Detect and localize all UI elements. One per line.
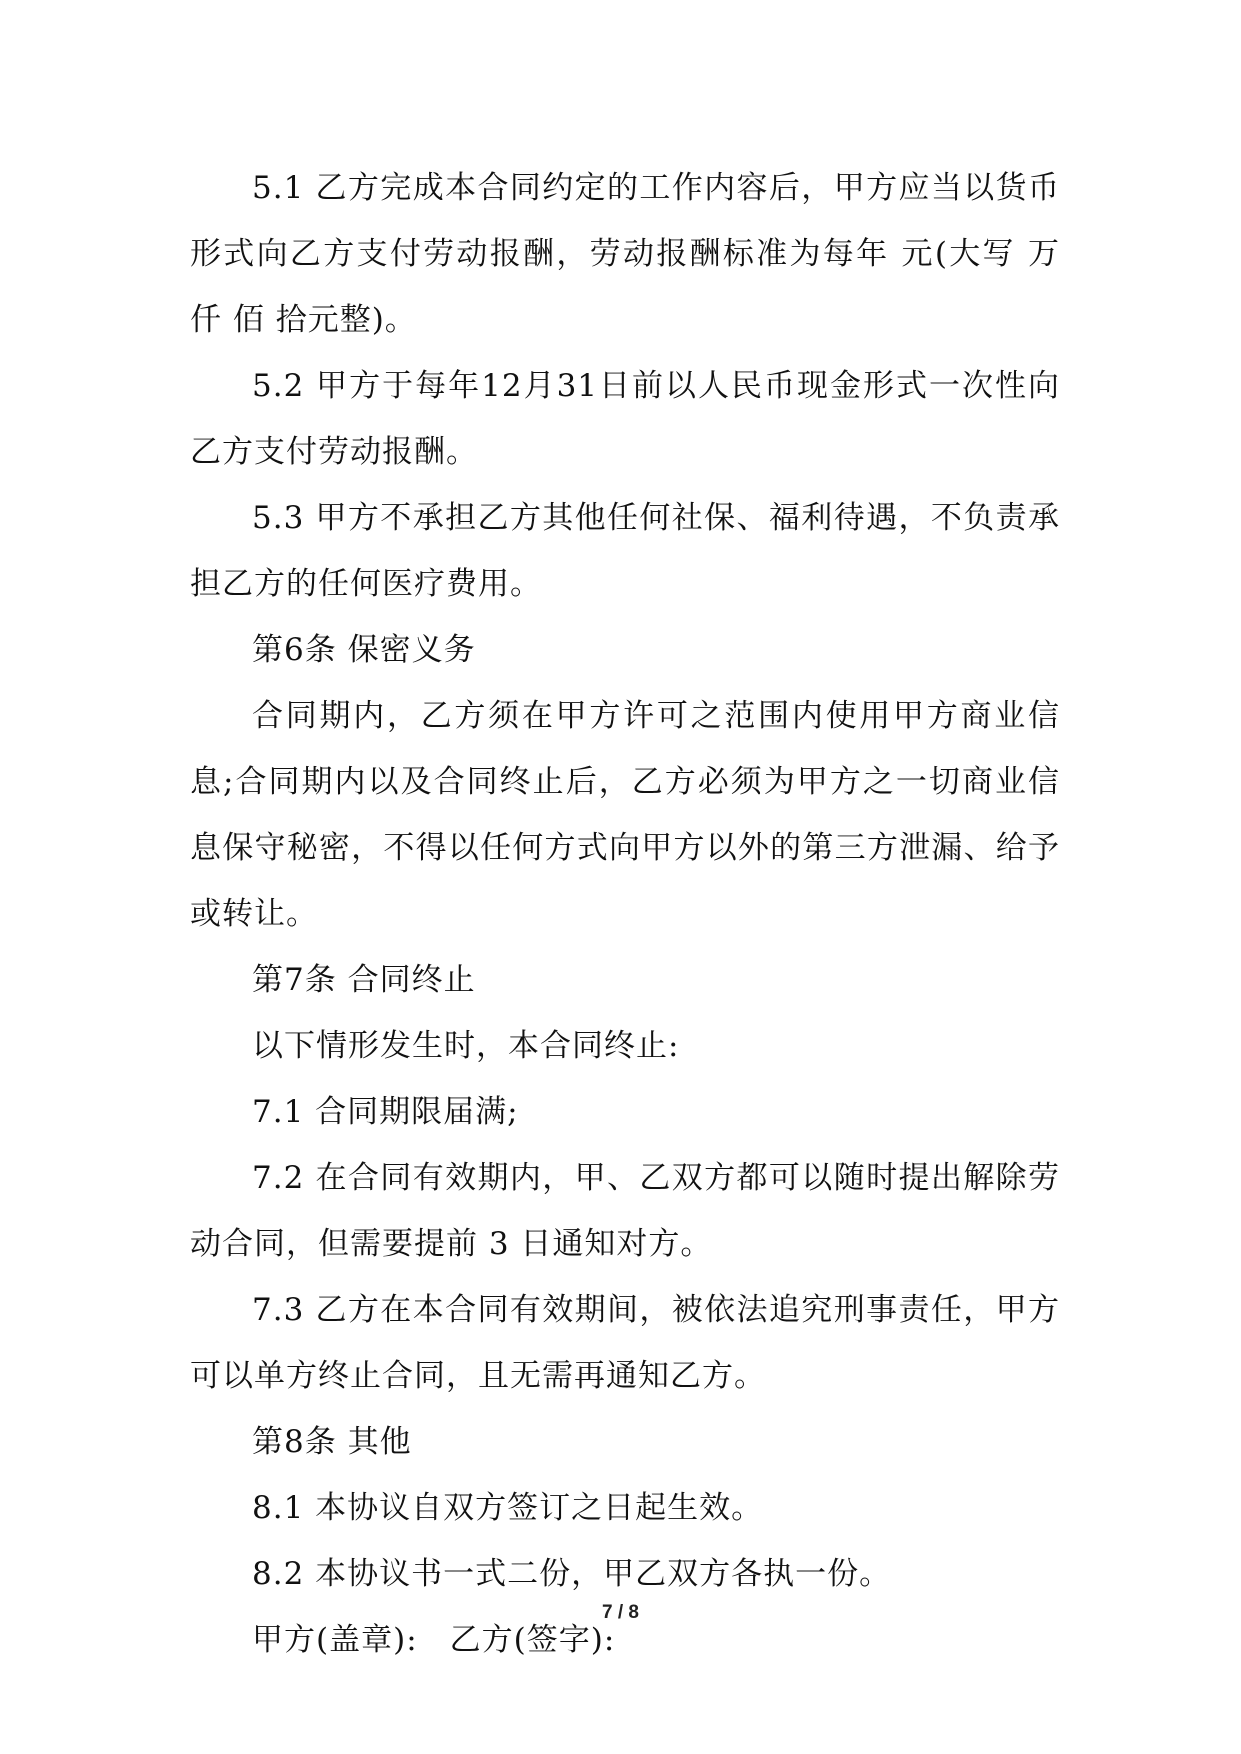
clause-8-2: 8.2 本协议书一式二份，甲乙双方各执一份。 — [252, 1556, 892, 1592]
clause-7-1: 7.1 合同期限届满; — [252, 1094, 519, 1130]
page-number: 7 / 8 — [602, 1602, 639, 1623]
clause-5-1: 5.1 乙方完成本合同约定的工作内容后，甲方应当以货币形式向乙方支付劳动报酬，劳动报酬标准为每年 元(大写 万 仟 佰 拾元整)。 — [190, 170, 1060, 338]
article-8-heading: 第8条 其他 — [252, 1424, 412, 1460]
article-6-body: 合同期内，乙方须在甲方许可之范围内使用甲方商业信息;合同期内以及合同终止后，乙方必须为甲方之一切商业信息保守秘密，不得以任何方式向甲方以外的第三方泄漏、给予或转让。 — [190, 698, 1060, 932]
article-7-intro: 以下情形发生时，本合同终止: — [252, 1028, 680, 1064]
clause-8-1: 8.1 本协议自双方签订之日起生效。 — [252, 1490, 764, 1526]
clause-5-3: 5.3 甲方不承担乙方其他任何社保、福利待遇，不负责承担乙方的任何医疗费用。 — [190, 500, 1060, 602]
article-7-heading: 第7条 合同终止 — [252, 962, 476, 998]
clause-7-2: 7.2 在合同有效期内，甲、乙双方都可以随时提出解除劳动合同，但需要提前 3 日通知对方。 — [190, 1160, 1060, 1262]
signature-line: 甲方(盖章): 乙方(签字): — [252, 1622, 616, 1658]
clause-7-3: 7.3 乙方在本合同有效期间，被依法追究刑事责任，甲方可以单方终止合同，且无需再通知乙方。 — [190, 1292, 1060, 1394]
article-6-heading: 第6条 保密义务 — [252, 632, 476, 668]
clause-5-2: 5.2 甲方于每年12月31日前以人民币现金形式一次性向乙方支付劳动报酬。 — [190, 368, 1060, 470]
document-body — [190, 155, 1060, 1673]
